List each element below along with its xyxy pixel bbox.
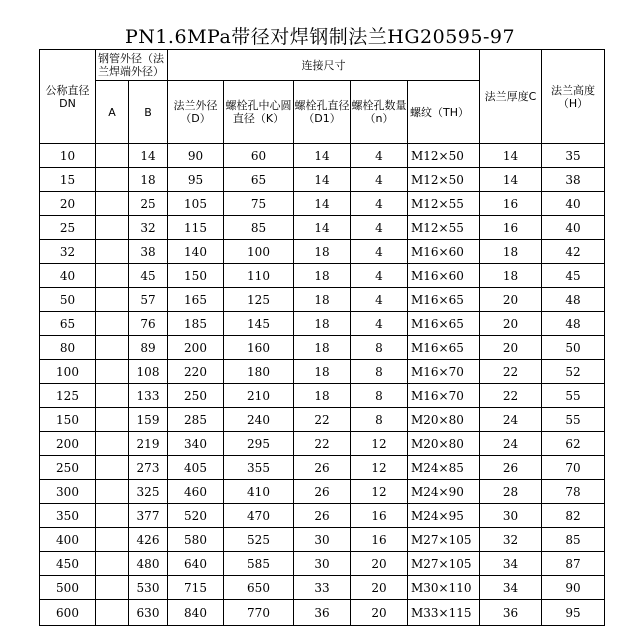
cell-bolt-hole: 14 xyxy=(294,168,351,192)
cell-b: 38 xyxy=(129,240,168,264)
cell-height: 55 xyxy=(542,408,605,432)
cell-bolt-hole: 18 xyxy=(294,264,351,288)
cell-height: 35 xyxy=(542,144,605,168)
cell-thickness: 20 xyxy=(480,312,542,336)
cell-b: 89 xyxy=(129,336,168,360)
cell-dn: 400 xyxy=(40,528,96,552)
table-row xyxy=(40,264,605,288)
cell-bolt-count: 8 xyxy=(351,336,408,360)
cell-height: 62 xyxy=(542,432,605,456)
cell-bolt-hole: 18 xyxy=(294,240,351,264)
header-bolt-hole: 螺栓孔直径（D1） xyxy=(294,81,351,144)
cell-thread: M16×70 xyxy=(408,360,480,384)
cell-bolt-count: 8 xyxy=(351,408,408,432)
cell-thread: M27×105 xyxy=(408,552,480,576)
cell-thread: M12×50 xyxy=(408,168,480,192)
table-row xyxy=(40,192,605,216)
cell-b: 159 xyxy=(129,408,168,432)
cell-flange-od: 460 xyxy=(168,480,224,504)
cell-bolt-count: 4 xyxy=(351,240,408,264)
cell-a xyxy=(96,552,129,576)
cell-height: 48 xyxy=(542,312,605,336)
table-row xyxy=(40,480,605,504)
cell-bolt-circle: 145 xyxy=(224,312,294,336)
cell-b: 108 xyxy=(129,360,168,384)
cell-thread: M16×65 xyxy=(408,288,480,312)
cell-thickness: 34 xyxy=(480,552,542,576)
cell-bolt-count: 16 xyxy=(351,528,408,552)
cell-thickness: 18 xyxy=(480,240,542,264)
cell-bolt-circle: 100 xyxy=(224,240,294,264)
cell-bolt-count: 8 xyxy=(351,360,408,384)
cell-thread: M30×110 xyxy=(408,576,480,600)
cell-dn: 600 xyxy=(40,600,96,626)
cell-height: 70 xyxy=(542,456,605,480)
table-row xyxy=(40,384,605,408)
cell-a xyxy=(96,192,129,216)
header-pipe-od: 钢管外径（法兰焊端外径） xyxy=(96,50,168,81)
cell-bolt-hole: 26 xyxy=(294,480,351,504)
cell-bolt-count: 12 xyxy=(351,432,408,456)
table-row xyxy=(40,168,605,192)
cell-flange-od: 140 xyxy=(168,240,224,264)
cell-flange-od: 285 xyxy=(168,408,224,432)
cell-bolt-hole: 22 xyxy=(294,408,351,432)
table-row xyxy=(40,552,605,576)
cell-height: 40 xyxy=(542,192,605,216)
table-row xyxy=(40,528,605,552)
table-row xyxy=(40,336,605,360)
cell-thread: M24×85 xyxy=(408,456,480,480)
header-bolt-circle: 螺栓孔中心圆直径（K） xyxy=(224,81,294,144)
table-row xyxy=(40,144,605,168)
cell-dn: 40 xyxy=(40,264,96,288)
cell-flange-od: 115 xyxy=(168,216,224,240)
cell-bolt-count: 4 xyxy=(351,192,408,216)
cell-height: 52 xyxy=(542,360,605,384)
header-thickness: 法兰厚度C xyxy=(480,50,542,144)
cell-thickness: 34 xyxy=(480,576,542,600)
cell-bolt-hole: 33 xyxy=(294,576,351,600)
cell-a xyxy=(96,504,129,528)
header-connection: 连接尺寸 xyxy=(168,50,480,81)
cell-bolt-hole: 30 xyxy=(294,528,351,552)
cell-bolt-circle: 60 xyxy=(224,144,294,168)
cell-thread: M16×65 xyxy=(408,336,480,360)
cell-b: 377 xyxy=(129,504,168,528)
cell-thickness: 20 xyxy=(480,336,542,360)
cell-bolt-hole: 22 xyxy=(294,432,351,456)
cell-bolt-count: 12 xyxy=(351,456,408,480)
cell-bolt-hole: 36 xyxy=(294,600,351,626)
header-flange-od: 法兰外径（D） xyxy=(168,81,224,144)
cell-dn: 200 xyxy=(40,432,96,456)
cell-thread: M12×50 xyxy=(408,144,480,168)
cell-bolt-count: 12 xyxy=(351,480,408,504)
table-row xyxy=(40,360,605,384)
cell-a xyxy=(96,600,129,626)
cell-flange-od: 640 xyxy=(168,552,224,576)
cell-b: 57 xyxy=(129,288,168,312)
table-row xyxy=(40,408,605,432)
cell-bolt-circle: 585 xyxy=(224,552,294,576)
cell-dn: 15 xyxy=(40,168,96,192)
cell-thread: M12×55 xyxy=(408,216,480,240)
cell-bolt-count: 16 xyxy=(351,504,408,528)
cell-a xyxy=(96,456,129,480)
cell-height: 45 xyxy=(542,264,605,288)
cell-bolt-hole: 26 xyxy=(294,504,351,528)
cell-flange-od: 250 xyxy=(168,384,224,408)
cell-thread: M27×105 xyxy=(408,528,480,552)
cell-dn: 150 xyxy=(40,408,96,432)
cell-bolt-circle: 770 xyxy=(224,600,294,626)
cell-a xyxy=(96,168,129,192)
cell-thickness: 26 xyxy=(480,456,542,480)
cell-a xyxy=(96,480,129,504)
cell-thickness: 24 xyxy=(480,408,542,432)
cell-thickness: 20 xyxy=(480,288,542,312)
cell-bolt-count: 4 xyxy=(351,312,408,336)
header-thread: 螺纹（TH） xyxy=(408,81,480,144)
cell-bolt-circle: 650 xyxy=(224,576,294,600)
cell-a xyxy=(96,240,129,264)
cell-bolt-count: 4 xyxy=(351,288,408,312)
cell-dn: 65 xyxy=(40,312,96,336)
cell-a xyxy=(96,384,129,408)
cell-height: 82 xyxy=(542,504,605,528)
cell-height: 38 xyxy=(542,168,605,192)
cell-thread: M16×65 xyxy=(408,312,480,336)
cell-bolt-count: 4 xyxy=(351,216,408,240)
table-row xyxy=(40,240,605,264)
cell-thread: M16×60 xyxy=(408,240,480,264)
cell-bolt-circle: 180 xyxy=(224,360,294,384)
cell-thread: M24×95 xyxy=(408,504,480,528)
cell-flange-od: 715 xyxy=(168,576,224,600)
table-row xyxy=(40,456,605,480)
cell-thickness: 24 xyxy=(480,432,542,456)
cell-bolt-circle: 125 xyxy=(224,288,294,312)
cell-bolt-count: 20 xyxy=(351,552,408,576)
cell-thickness: 36 xyxy=(480,600,542,626)
cell-thread: M16×60 xyxy=(408,264,480,288)
cell-bolt-hole: 26 xyxy=(294,456,351,480)
table-row xyxy=(40,432,605,456)
cell-thickness: 30 xyxy=(480,504,542,528)
cell-flange-od: 90 xyxy=(168,144,224,168)
cell-b: 45 xyxy=(129,264,168,288)
cell-b: 480 xyxy=(129,552,168,576)
cell-bolt-count: 4 xyxy=(351,168,408,192)
cell-bolt-circle: 110 xyxy=(224,264,294,288)
cell-flange-od: 340 xyxy=(168,432,224,456)
cell-height: 85 xyxy=(542,528,605,552)
cell-dn: 250 xyxy=(40,456,96,480)
cell-dn: 20 xyxy=(40,192,96,216)
cell-flange-od: 220 xyxy=(168,360,224,384)
cell-dn: 500 xyxy=(40,576,96,600)
cell-bolt-circle: 410 xyxy=(224,480,294,504)
cell-bolt-hole: 14 xyxy=(294,192,351,216)
cell-thread: M24×90 xyxy=(408,480,480,504)
cell-dn: 125 xyxy=(40,384,96,408)
cell-bolt-circle: 65 xyxy=(224,168,294,192)
cell-thickness: 18 xyxy=(480,264,542,288)
cell-b: 219 xyxy=(129,432,168,456)
cell-thickness: 16 xyxy=(480,192,542,216)
cell-bolt-hole: 18 xyxy=(294,288,351,312)
cell-b: 426 xyxy=(129,528,168,552)
cell-dn: 450 xyxy=(40,552,96,576)
cell-bolt-circle: 470 xyxy=(224,504,294,528)
cell-bolt-circle: 355 xyxy=(224,456,294,480)
cell-flange-od: 405 xyxy=(168,456,224,480)
cell-b: 133 xyxy=(129,384,168,408)
header-a: A xyxy=(96,81,129,144)
cell-height: 95 xyxy=(542,600,605,626)
cell-flange-od: 185 xyxy=(168,312,224,336)
cell-bolt-circle: 240 xyxy=(224,408,294,432)
cell-a xyxy=(96,216,129,240)
cell-thickness: 14 xyxy=(480,144,542,168)
cell-bolt-circle: 210 xyxy=(224,384,294,408)
cell-dn: 350 xyxy=(40,504,96,528)
cell-bolt-hole: 14 xyxy=(294,216,351,240)
cell-bolt-circle: 75 xyxy=(224,192,294,216)
table-row xyxy=(40,576,605,600)
cell-bolt-circle: 525 xyxy=(224,528,294,552)
cell-dn: 32 xyxy=(40,240,96,264)
cell-bolt-hole: 30 xyxy=(294,552,351,576)
table-row xyxy=(40,312,605,336)
flange-dimension-table xyxy=(39,49,605,626)
cell-height: 55 xyxy=(542,384,605,408)
cell-dn: 80 xyxy=(40,336,96,360)
cell-thread: M12×55 xyxy=(408,192,480,216)
cell-height: 40 xyxy=(542,216,605,240)
cell-bolt-circle: 160 xyxy=(224,336,294,360)
cell-a xyxy=(96,528,129,552)
table-row xyxy=(40,600,605,626)
cell-thickness: 14 xyxy=(480,168,542,192)
cell-bolt-count: 4 xyxy=(351,264,408,288)
cell-bolt-hole: 14 xyxy=(294,144,351,168)
cell-flange-od: 580 xyxy=(168,528,224,552)
cell-dn: 300 xyxy=(40,480,96,504)
cell-height: 87 xyxy=(542,552,605,576)
cell-a xyxy=(96,432,129,456)
cell-a xyxy=(96,576,129,600)
cell-b: 530 xyxy=(129,576,168,600)
cell-bolt-hole: 18 xyxy=(294,360,351,384)
cell-bolt-circle: 85 xyxy=(224,216,294,240)
header-b: B xyxy=(129,81,168,144)
cell-dn: 25 xyxy=(40,216,96,240)
cell-height: 42 xyxy=(542,240,605,264)
cell-a xyxy=(96,288,129,312)
cell-b: 32 xyxy=(129,216,168,240)
cell-bolt-count: 20 xyxy=(351,576,408,600)
cell-bolt-hole: 18 xyxy=(294,384,351,408)
cell-height: 90 xyxy=(542,576,605,600)
cell-a xyxy=(96,408,129,432)
table-row xyxy=(40,216,605,240)
cell-bolt-hole: 18 xyxy=(294,312,351,336)
cell-a xyxy=(96,360,129,384)
cell-thickness: 32 xyxy=(480,528,542,552)
cell-thread: M20×80 xyxy=(408,408,480,432)
cell-thread: M16×70 xyxy=(408,384,480,408)
cell-flange-od: 150 xyxy=(168,264,224,288)
cell-flange-od: 105 xyxy=(168,192,224,216)
cell-a xyxy=(96,312,129,336)
header-dn: 公称直径DN xyxy=(40,50,96,144)
cell-height: 50 xyxy=(542,336,605,360)
cell-flange-od: 165 xyxy=(168,288,224,312)
cell-b: 273 xyxy=(129,456,168,480)
cell-thickness: 22 xyxy=(480,360,542,384)
cell-a xyxy=(96,336,129,360)
cell-dn: 10 xyxy=(40,144,96,168)
cell-height: 48 xyxy=(542,288,605,312)
cell-dn: 50 xyxy=(40,288,96,312)
cell-thickness: 16 xyxy=(480,216,542,240)
cell-b: 325 xyxy=(129,480,168,504)
cell-bolt-hole: 18 xyxy=(294,336,351,360)
cell-flange-od: 200 xyxy=(168,336,224,360)
cell-b: 76 xyxy=(129,312,168,336)
cell-flange-od: 840 xyxy=(168,600,224,626)
cell-thickness: 28 xyxy=(480,480,542,504)
cell-flange-od: 95 xyxy=(168,168,224,192)
table-row xyxy=(40,504,605,528)
cell-b: 630 xyxy=(129,600,168,626)
table-row xyxy=(40,288,605,312)
cell-dn: 100 xyxy=(40,360,96,384)
cell-thickness: 22 xyxy=(480,384,542,408)
cell-a xyxy=(96,264,129,288)
cell-bolt-circle: 295 xyxy=(224,432,294,456)
cell-a xyxy=(96,144,129,168)
cell-thread: M33×115 xyxy=(408,600,480,626)
cell-height: 78 xyxy=(542,480,605,504)
header-bolt-count: 螺栓孔数量（n） xyxy=(351,81,408,144)
cell-b: 14 xyxy=(129,144,168,168)
header-row-top xyxy=(40,50,605,81)
cell-bolt-count: 4 xyxy=(351,144,408,168)
cell-flange-od: 520 xyxy=(168,504,224,528)
page-title: PN1.6MPa带径对焊钢制法兰HG20595-97 xyxy=(124,26,516,48)
cell-thread: M20×80 xyxy=(408,432,480,456)
cell-b: 18 xyxy=(129,168,168,192)
cell-bolt-count: 8 xyxy=(351,384,408,408)
cell-bolt-count: 20 xyxy=(351,600,408,626)
header-height: 法兰高度（H） xyxy=(542,50,605,144)
cell-b: 25 xyxy=(129,192,168,216)
